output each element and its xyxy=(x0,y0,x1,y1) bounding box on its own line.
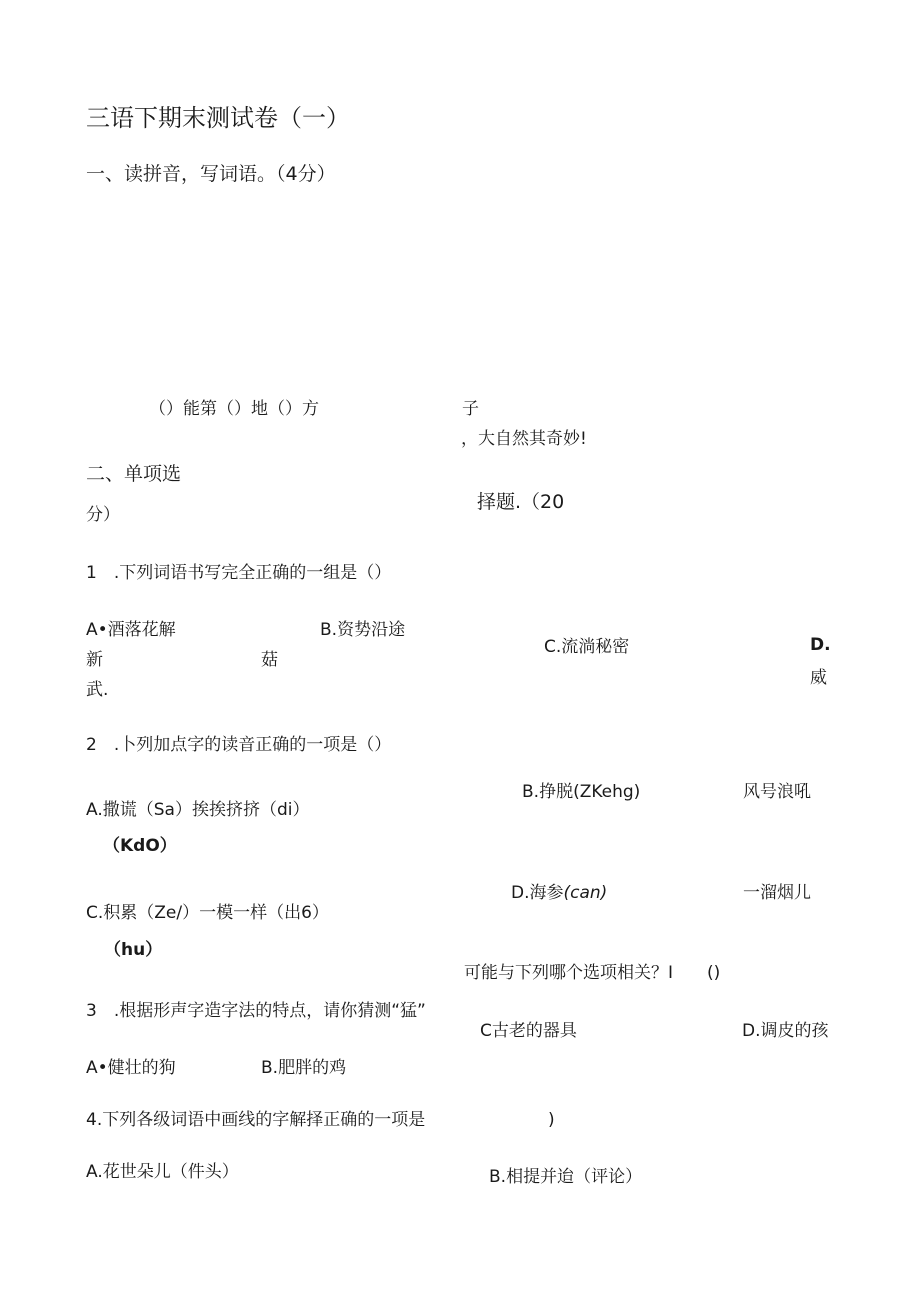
question-2-option-b-right: 风号浪吼 xyxy=(743,782,811,802)
question-1-stem: 1 .下列词语书写完全正确的一组是（） xyxy=(86,563,392,583)
page-title: 三语下期末测试卷（一） xyxy=(86,104,350,132)
question-3-stem: 3 .根据形声字造字法的特点，请你猜测“猛” xyxy=(86,1001,426,1021)
question-2-option-b: B.挣脱(ZKehg) xyxy=(522,782,641,802)
question-2-option-d xyxy=(511,883,607,903)
question-2-option-c-pinyin: （hu） xyxy=(104,940,163,960)
question-4-stem: 4.下列各级词语中画线的字解择正确的一项是 xyxy=(86,1110,426,1130)
question-2-option-a: A.撒谎（Sa）挨挨挤挤（di） xyxy=(86,800,310,820)
question-4-option-a: A.花世朵儿（件头） xyxy=(86,1162,239,1182)
question-2-option-d-right: 一溜烟儿 xyxy=(743,883,811,903)
question-3-option-c: C古老的器具 xyxy=(480,1021,577,1041)
question-3-option-b: B.肥胖的鸡 xyxy=(261,1058,347,1078)
question-2-option-c: C.积累（Ze/）一模一样（出6） xyxy=(86,903,329,923)
question-1-option-a: A•酒落花解 xyxy=(86,620,176,640)
question-1-fragment-gu: 菇 xyxy=(261,650,278,670)
question-3-answer-paren: () xyxy=(707,963,721,983)
section-2-heading-part2: 择题.（20 xyxy=(477,491,565,513)
question-2-option-d-pinyin: (can) xyxy=(563,883,608,903)
section-1-fragment-zi: 子 xyxy=(462,399,479,419)
question-3-stem-continued: 可能与下列哪个选项相关？I xyxy=(464,963,674,983)
question-3-option-a: A•健壮的狗 xyxy=(86,1058,176,1078)
question-2-option-d-label: D.海参 xyxy=(511,883,564,903)
question-4-answer-paren: ) xyxy=(548,1110,555,1130)
question-4-option-b: B.相提并迨（评论） xyxy=(489,1167,643,1187)
section-2-heading-part1: 二、单项选 xyxy=(86,463,182,485)
question-1-option-d: D. xyxy=(810,635,831,655)
question-1-fragment-wu: 武. xyxy=(86,680,109,700)
question-3-option-d: D.调皮的孩 xyxy=(742,1021,829,1041)
section-1-heading: 一、读拼音，写词语。（4分） xyxy=(86,163,336,185)
section-1-fragment-nature: ，大自然其奇妙! xyxy=(461,429,587,449)
section-1-blanks-line: （）能第（）地（）方 xyxy=(149,399,319,419)
section-2-heading-part3: 分） xyxy=(86,505,120,525)
question-1-option-c: C.流淌秘密 xyxy=(544,637,630,657)
question-1-option-b: B.资势沿途 xyxy=(320,620,406,640)
question-1-fragment-xin: 新 xyxy=(86,650,103,670)
question-1-fragment-wei: 威 xyxy=(810,668,827,688)
question-2-option-a-pinyin: （KdO） xyxy=(103,836,177,856)
question-2-stem: 2 .卜列加点字的读音正确的一项是（） xyxy=(86,735,392,755)
